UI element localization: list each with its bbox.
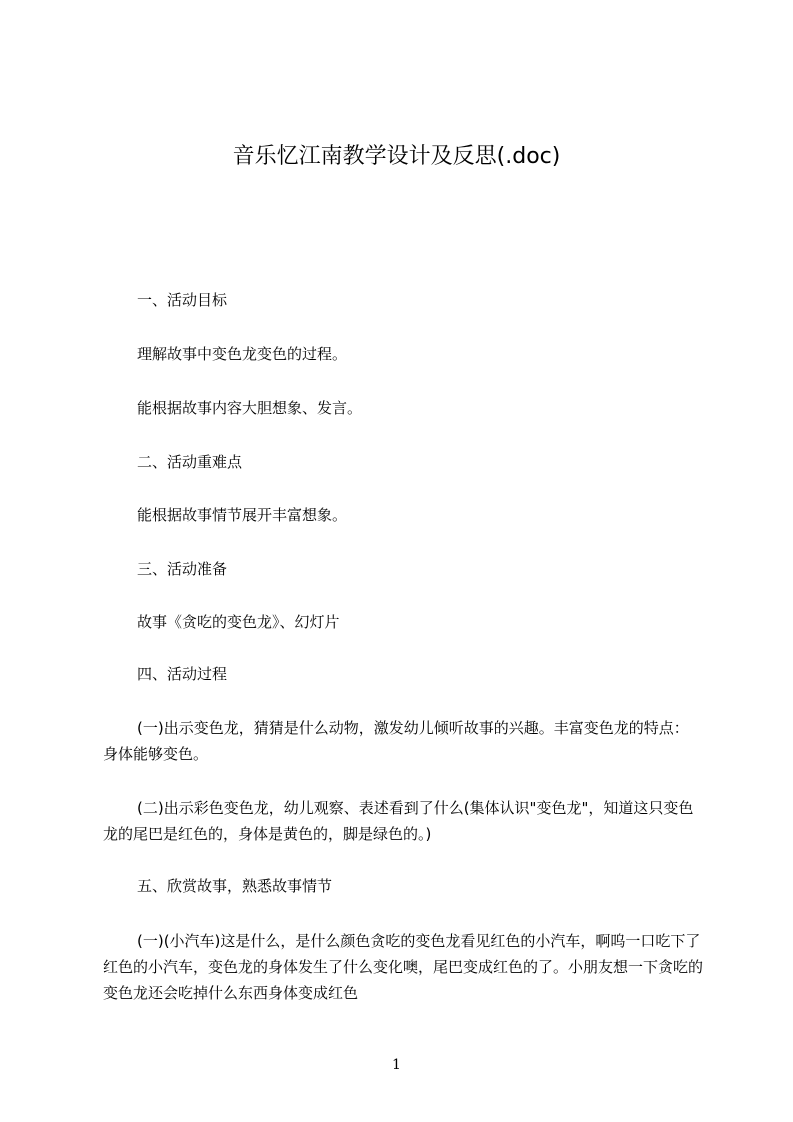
paragraph: 理解故事中变色龙变色的过程。 — [137, 345, 348, 363]
paragraph: 能根据故事情节展开丰富想象。 — [137, 506, 348, 524]
paragraph: 能根据故事内容大胆想象、发言。 — [137, 399, 363, 417]
paragraph: (二)出示彩色变色龙，幼儿观察、表述看到了什么(集体认识"变色龙"，知道这只变色龙的尾巴是红色的，身体是黄色的，脚是绿色的。) — [103, 799, 694, 843]
section-heading-story: 五、欣赏故事，熟悉故事情节 — [137, 877, 333, 895]
section-heading-key-points: 二、活动重难点 — [137, 453, 243, 471]
paragraph: 故事《贪吃的变色龙》、幻灯片 — [137, 613, 340, 631]
paragraph: (一)出示变色龙，猜猜是什么动物，激发幼儿倾听故事的兴趣。丰富变色龙的特点：身体能够变色。 — [103, 719, 689, 763]
section-heading-preparation: 三、活动准备 — [137, 560, 228, 578]
page-number: 1 — [392, 1057, 401, 1073]
section-heading-goals: 一、活动目标 — [137, 291, 228, 309]
paragraph: (一)(小汽车)这是什么，是什么颜色贪吃的变色龙看见红色的小汽车，啊呜一口吃下了红色的小汽车，变色龙的身体发生了什么变化噢，尾巴变成红色的了。小朋友想一下贪吃的变色龙还会吃掉什么东西身体变成红色 — [103, 932, 704, 1002]
document-title: 音乐忆江南教学设计及反思(.doc) — [232, 144, 561, 169]
section-heading-process: 四、活动过程 — [137, 665, 228, 683]
